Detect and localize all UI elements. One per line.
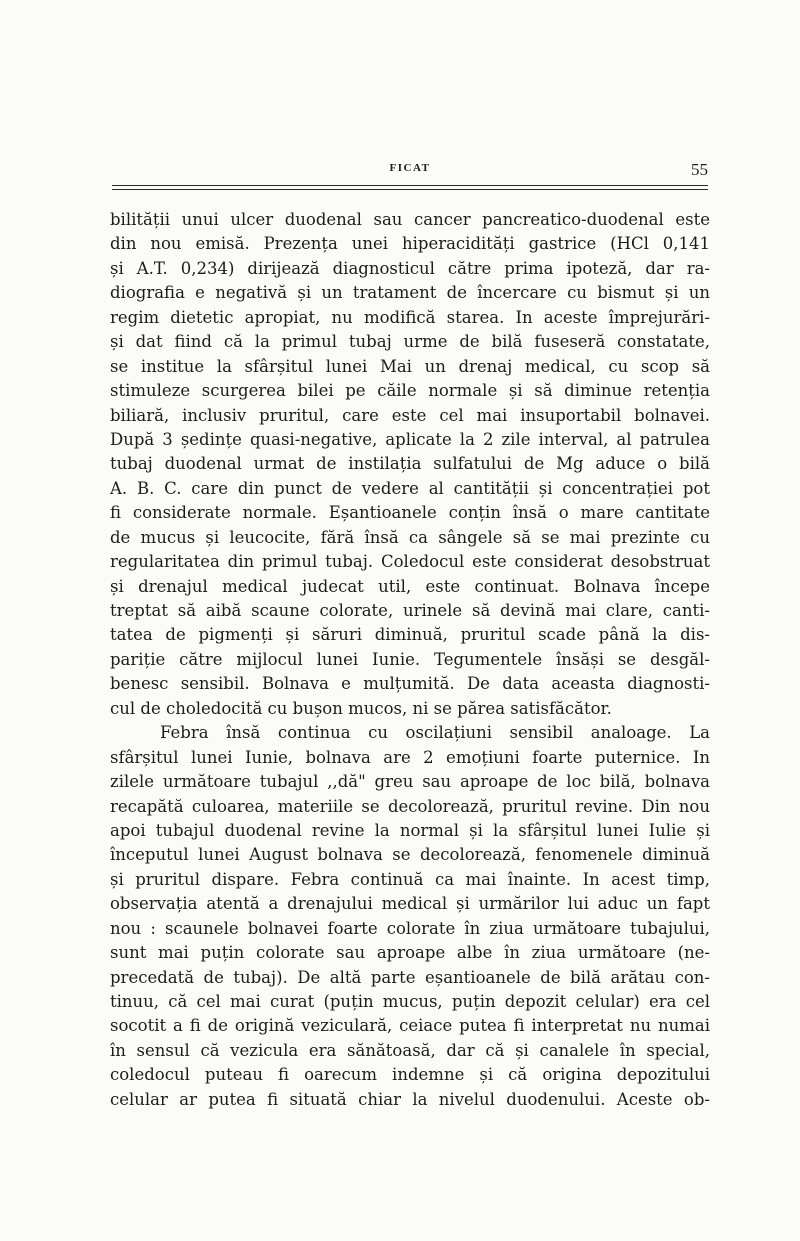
text-line: tinuu, că cel mai curat (puțin mucus, puțin depozit celular) era cel: [110, 992, 710, 1011]
page-header: [112, 160, 708, 184]
text-line: apoi tubajul duodenal revine la normal și la sfârșitul lunei Iulie și: [110, 820, 710, 840]
text-line: începutul lunei August bolnava se decolorează, fenomenele diminuă: [110, 845, 710, 865]
text-line: se institue la sfârșitul lunei Mai un drenaj medical, cu scop să: [110, 356, 710, 376]
text-line: tubaj duodenal urmat de instilația sulfatului de Mg aduce o bilă: [110, 454, 710, 474]
text-line: recapătă culoarea, materiile se decolorează, pruritul revine. Din nou: [110, 796, 710, 816]
header-rule-thin: [112, 189, 708, 190]
text-line: benesc sensibil. Bolnava e mulțumită. De data aceasta diagnosti-: [110, 674, 710, 694]
header-rule-thick: [112, 185, 708, 186]
text-line: din nou emisă. Prezența unei hiperacidități gastrice (HCl 0,141: [110, 234, 710, 254]
text-line: biliară, inclusiv pruritul, care este cel mai insuportabil bolnavei.: [110, 405, 710, 425]
text-line: pariție către mijlocul lunei Iunie. Tegumentele însăși se desgăl-: [110, 649, 710, 669]
text-line: După 3 ședințe quasi-negative, aplicate la 2 zile interval, al patrulea: [110, 429, 710, 449]
running-title: FICAT: [389, 162, 431, 174]
paragraph: [110, 721, 710, 1112]
text-line: A. B. C. care din punct de vedere al cantității și concentrației pot: [110, 478, 710, 498]
text-line: sunt mai puțin colorate sau aproape albe în ziua următoare (ne-: [110, 943, 710, 963]
text-line: și pruritul dispare. Febra continuă ca mai înainte. In acest timp,: [110, 869, 710, 889]
text-line: regularitatea din primul tubaj. Coledocul este considerat desobstruat: [110, 552, 710, 572]
text-line: treptat să aibă scaune colorate, urinele să devină mai clare, canti-: [110, 601, 710, 620]
text-line: și drenajul medical judecat util, este continuat. Bolnava începe: [110, 576, 710, 596]
text-line: regim dietetic apropiat, nu modifică starea. In aceste împrejurări-: [110, 307, 710, 327]
text-line: fi considerate normale. Eșantioanele conțin însă o mare cantitate: [110, 503, 710, 523]
text-line: socotit a fi de origină veziculară, ceiace putea fi interpretat nu numai: [110, 1016, 710, 1036]
text-line: precedată de tubaj). De altă parte eșantioanele de bilă arătau con-: [110, 967, 710, 987]
body-text: [110, 208, 710, 1112]
text-line: coledocul puteau fi oarecum indemne și că origina depozitului: [110, 1065, 710, 1085]
text-line: cul de choledocită cu bușon mucos, ni se părea satisfăcător.: [110, 698, 612, 718]
paragraph: [110, 208, 710, 721]
text-line: și dat fiind că la primul tubaj urme de bilă fuseseră constatate,: [110, 332, 710, 352]
text-line: în sensul că vezicula era sănătoasă, dar că și canalele în special,: [110, 1040, 710, 1060]
page-number: 55: [691, 160, 708, 179]
text-line: Febra însă continua cu oscilațiuni sensibil analoage. La: [160, 723, 710, 743]
text-line: stimuleze scurgerea bilei pe căile normale și să diminue retenția: [110, 381, 710, 401]
text-line: celular ar putea fi situată chiar la nivelul duodenului. Aceste ob-: [110, 1089, 710, 1109]
text-line: observația atentă a drenajului medical și urmărilor lui aduc un fapt: [110, 894, 710, 914]
text-line: sfârșitul lunei Iunie, bolnava are 2 emoțiuni foarte puternice. In: [110, 747, 710, 767]
text-line: diografia e negativă și un tratament de încercare cu bismut și un: [110, 283, 710, 303]
text-line: bilității unui ulcer duodenal sau cancer pancreatico-duodenal este: [110, 210, 710, 229]
text-line: și A.T. 0,234) dirijează diagnosticul către prima ipoteză, dar ra-: [110, 258, 710, 278]
text-line: zilele următoare tubajul ,,dă" greu sau aproape de loc bilă, bolnava: [110, 772, 710, 792]
text-line: de mucus și leucocite, fără însă ca sângele să se mai prezinte cu: [110, 527, 710, 547]
text-line: tatea de pigmenți și săruri diminuă, pruritul scade până la dis-: [110, 625, 710, 645]
text-line: nou : scaunele bolnavei foarte colorate în ziua următoare tubajului,: [110, 918, 710, 938]
